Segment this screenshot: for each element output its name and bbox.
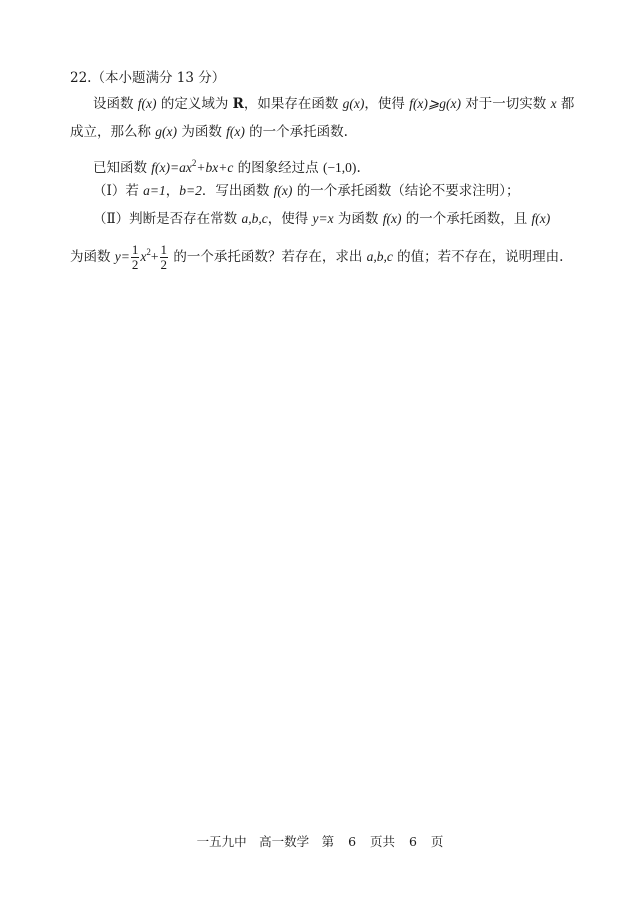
definition-line-1: 设函数 f(x) 的定义域为 R，如果存在函数 g(x)，使得 f(x)⩾g(x) 对于一切实数 x 都 — [93, 96, 575, 112]
part-1-line: （Ⅰ）若 a=1，b=2．写出函数 f(x) 的一个承托函数（结论不要求注明）； — [93, 183, 520, 199]
fx-symbol: f(x) — [531, 211, 551, 226]
b-value: b=2 — [179, 183, 202, 198]
marks-note: （本小题满分 13 分） — [91, 70, 226, 86]
abc-symbols: a,b,c — [241, 211, 268, 226]
part-2-line-2: 为函数 y= $\frac{1}{2}$ $x^2+$ $\frac{1}{2}$ 的一个承托函数？若存在，求出 a,b,c 的值；若不存在，说明理由. — [70, 242, 564, 273]
fx-symbol: f(x) — [273, 183, 293, 198]
definition-line-2: 成立，那么称 g(x) 为函数 f(x) 的一个承托函数. — [70, 124, 348, 140]
page-footer: 一五九中 高一数学 第 6 页共 6 页 — [196, 834, 444, 849]
fx-symbol: f(x) — [382, 211, 402, 226]
function-definition: $f(x)=ax^2+bx+c$ — [151, 158, 234, 175]
gx-symbol: g(x) — [155, 124, 178, 139]
fx-symbol: f(x) — [137, 96, 157, 111]
a-value: a=1 — [143, 183, 166, 198]
question-number: 22. — [70, 70, 92, 86]
point: (−1,0) — [322, 160, 357, 175]
inequality: f(x)⩾g(x) — [409, 96, 461, 111]
question-header — [70, 66, 225, 86]
abc-symbols: a,b,c — [366, 249, 393, 264]
y-eq-x: y=x — [312, 211, 334, 226]
fx-symbol: f(x) — [226, 124, 245, 139]
reals-symbol: R — [232, 96, 244, 112]
function-y-expression: y= $\frac{1}{2}$ $x^2+$ $\frac{1}{2}$ — [114, 242, 168, 273]
x-symbol: x — [550, 96, 557, 111]
part-2-line-1: （Ⅱ）判断是否存在常数 a,b,c，使得 y=x 为函数 f(x) 的一个承托函数，且 f(x) — [93, 211, 551, 227]
gx-symbol: g(x) — [342, 96, 365, 111]
given-line: 已知函数 $f(x)=ax^2+bx+c$ 的图象经过点 (−1,0). — [93, 158, 361, 176]
